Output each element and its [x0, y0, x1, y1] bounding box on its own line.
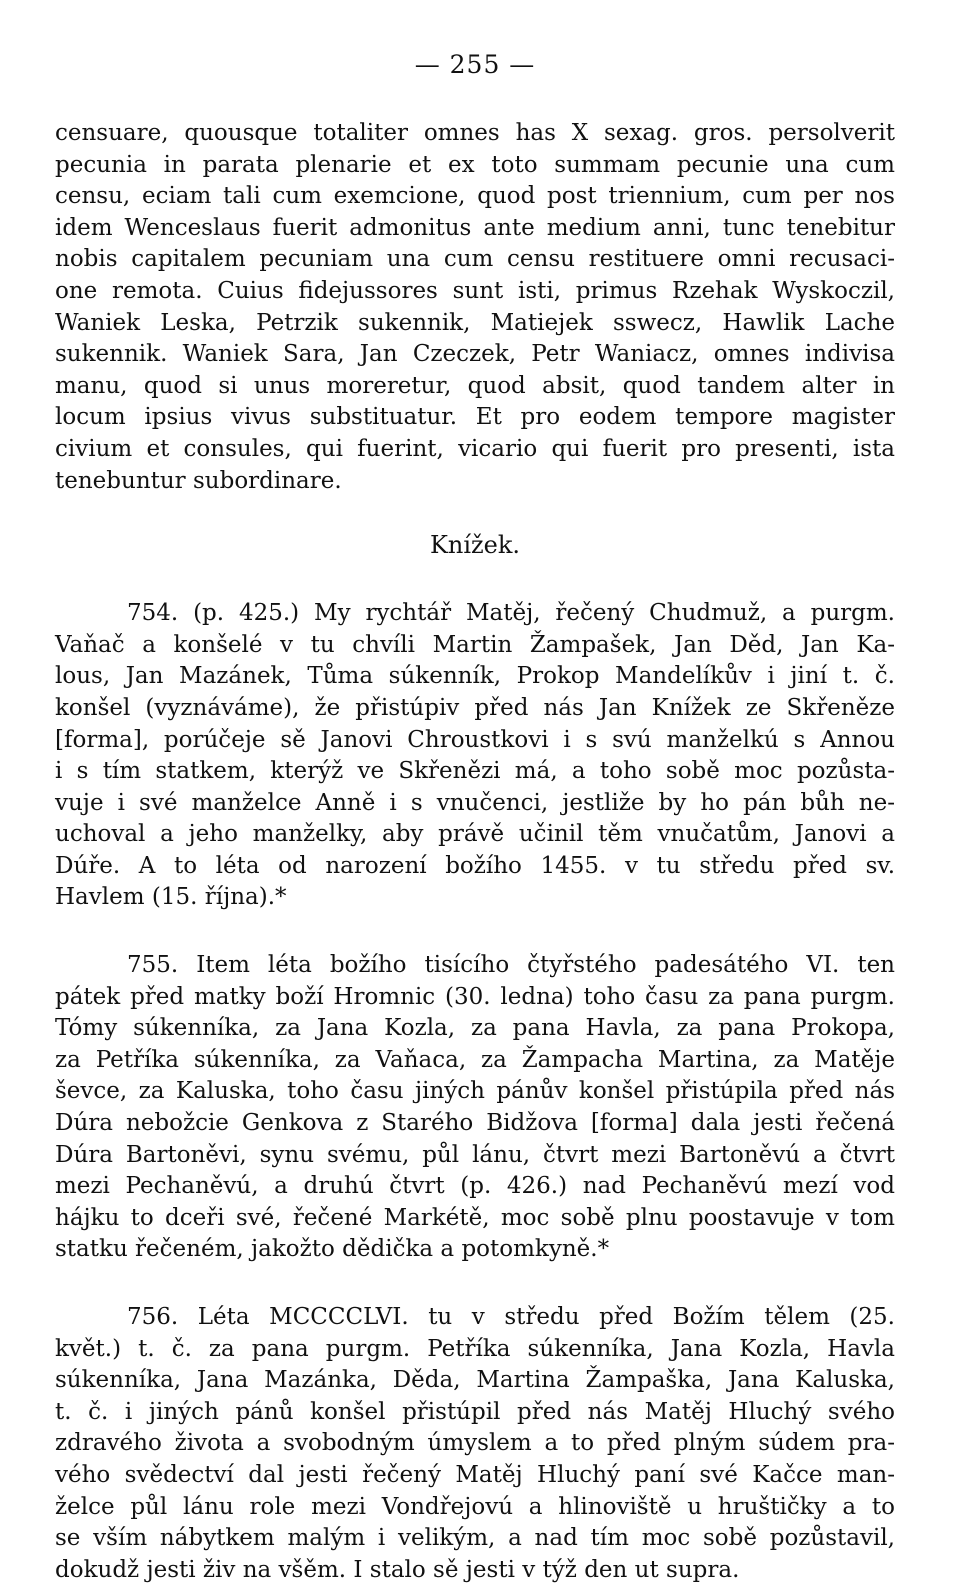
text-line: i s tím statkem, kterýž ve Skřenězi má, a toho sobě moc pozůsta- — [55, 758, 895, 785]
text-line: idem Wenceslaus fuerit admonitus ante medium anni, tunc tenebitur — [55, 214, 895, 241]
text-line: civium et consules, qui fuerint, vicario qui fuerit pro presenti, ista — [55, 435, 895, 462]
paragraph-entry-756 — [55, 1302, 895, 1586]
text-line: t. č. i jiných pánů konšel přistúpil před nás Matěj Hluchý svého — [55, 1398, 895, 1425]
text-line: vuje i své manželce Anně i s vnučenci, jestliže by ho pán bůh ne- — [55, 789, 895, 816]
text-line: 755. Item léta božího tisícího čtyřstého padesátého VI. ten — [127, 952, 895, 979]
text-line: súkenníka, Jana Mazánka, Děda, Martina Žampaška, Jana Kaluska, — [55, 1367, 895, 1394]
text-line: Havlem (15. října).* — [55, 884, 287, 911]
text-line: uchoval a jeho manželky, aby právě učinil těm vnučatům, Janovi a — [55, 821, 895, 848]
text-line: one remota. Cuius fidejussores sunt isti, primus Rzehak Wyskoczil, — [55, 277, 895, 304]
document-page — [55, 50, 895, 1586]
text-line: Dúra nebožcie Genkova z Starého Bidžova [forma] dala jesti řečená — [55, 1110, 895, 1137]
text-line: mezi Pechaněvú, a druhú čtvrt (p. 426.) nad Pechaněvú mezí vod — [55, 1173, 895, 1200]
text-line: vého svědectví dal jesti řečený Matěj Hluchý paní své Kačce man- — [55, 1461, 895, 1488]
paragraph-entry-755 — [55, 950, 895, 1266]
text-line: dokudž jesti živ na všěm. I stalo sě jesti v týž den ut supra. — [55, 1556, 740, 1583]
text-line: tenebuntur subordinare. — [55, 467, 342, 494]
text-line: Waniek Leska, Petrzik sukennik, Matiejek sswecz, Hawlik Lache — [55, 309, 895, 336]
text-line: konšel (vyznáváme), že přistúpiv před nás Jan Knížek ze Skřeněze — [55, 694, 895, 721]
text-line: za Petříka súkenníka, za Vaňaca, za Žampacha Martina, za Matěje — [55, 1046, 895, 1073]
text-line: censu, eciam tali cum exemcione, quod post triennium, cum per nos — [55, 183, 895, 210]
text-line: zdravého života a svobodným úmyslem a to před plným súdem pra- — [55, 1430, 895, 1457]
paragraph-latin-charter — [55, 118, 895, 497]
text-line: nobis capitalem pecuniam una cum censu restituere omni recusaci- — [55, 246, 895, 273]
text-line: se vším nábytkem malým i velikým, a nad tím moc sobě pozůstavil, — [55, 1525, 895, 1552]
text-line: pecunia in parata plenarie et ex toto summam pecunie una cum — [55, 151, 895, 178]
text-line: censuare, quousque totaliter omnes has X sexag. gros. persolverit — [55, 120, 895, 146]
text-line: hájku to dceři své, řečené Markétě, moc sobě plnu poostavuje v tom — [55, 1204, 895, 1231]
text-line: 754. (p. 425.) My rychtář Matěj, řečený Chudmuž, a purgm. — [127, 600, 895, 627]
text-line: pátek před matky boží Hromnic (30. ledna) toho času za pana purgm. — [55, 983, 895, 1010]
text-line: sukennik. Waniek Sara, Jan Czeczek, Petr Waniacz, omnes indivisa — [55, 341, 895, 368]
paragraph-spacer — [55, 1266, 895, 1302]
text-line: Dúře. A to léta od narození božího 1455. v tu středu před sv. — [55, 852, 895, 879]
paragraph-entry-754 — [55, 598, 895, 914]
text-line: 756. Léta MCCCCLVI. tu v středu před Božím tělem (25. — [127, 1304, 895, 1330]
text-line: lous, Jan Mazánek, Tůma súkenník, Prokop Mandelíkův i jiní t. č. — [55, 663, 895, 690]
paragraph-spacer — [55, 914, 895, 950]
text-line: želce půl lánu role mezi Vondřejovú a hlinoviště u hruštičky a to — [55, 1493, 895, 1520]
text-line: [forma], porúčeje sě Janovi Chroustkovi i s svú manželkú s Annou — [55, 726, 895, 753]
text-line: květ.) t. č. za pana purgm. Petříka súkenníka, Jana Kozla, Havla — [55, 1335, 895, 1362]
text-line: manu, quod si unus moreretur, quod absit, quod tandem alter in — [55, 372, 895, 399]
text-line: Vaňač a konšelé v tu chvíli Martin Žampašek, Jan Děd, Jan Ka- — [55, 631, 895, 658]
text-line: Tómy súkenníka, za Jana Kozla, za pana Havla, za pana Prokopa, — [55, 1015, 895, 1042]
text-line: locum ipsius vivus substituatur. Et pro eodem tempore magister — [55, 404, 895, 431]
page-number: — 255 — — [414, 50, 536, 79]
text-line: ševce, za Kaluska, toho času jiných pánův konšel přistúpila před nás — [55, 1078, 895, 1105]
text-line: statku řečeném, jakožto dědička a potomkyně.* — [55, 1236, 610, 1263]
section-heading: Knížek. — [429, 531, 521, 560]
text-line: Dúra Bartoněvi, synu svému, půl lánu, čtvrt mezi Bartoněvú a čtvrt — [55, 1141, 895, 1168]
